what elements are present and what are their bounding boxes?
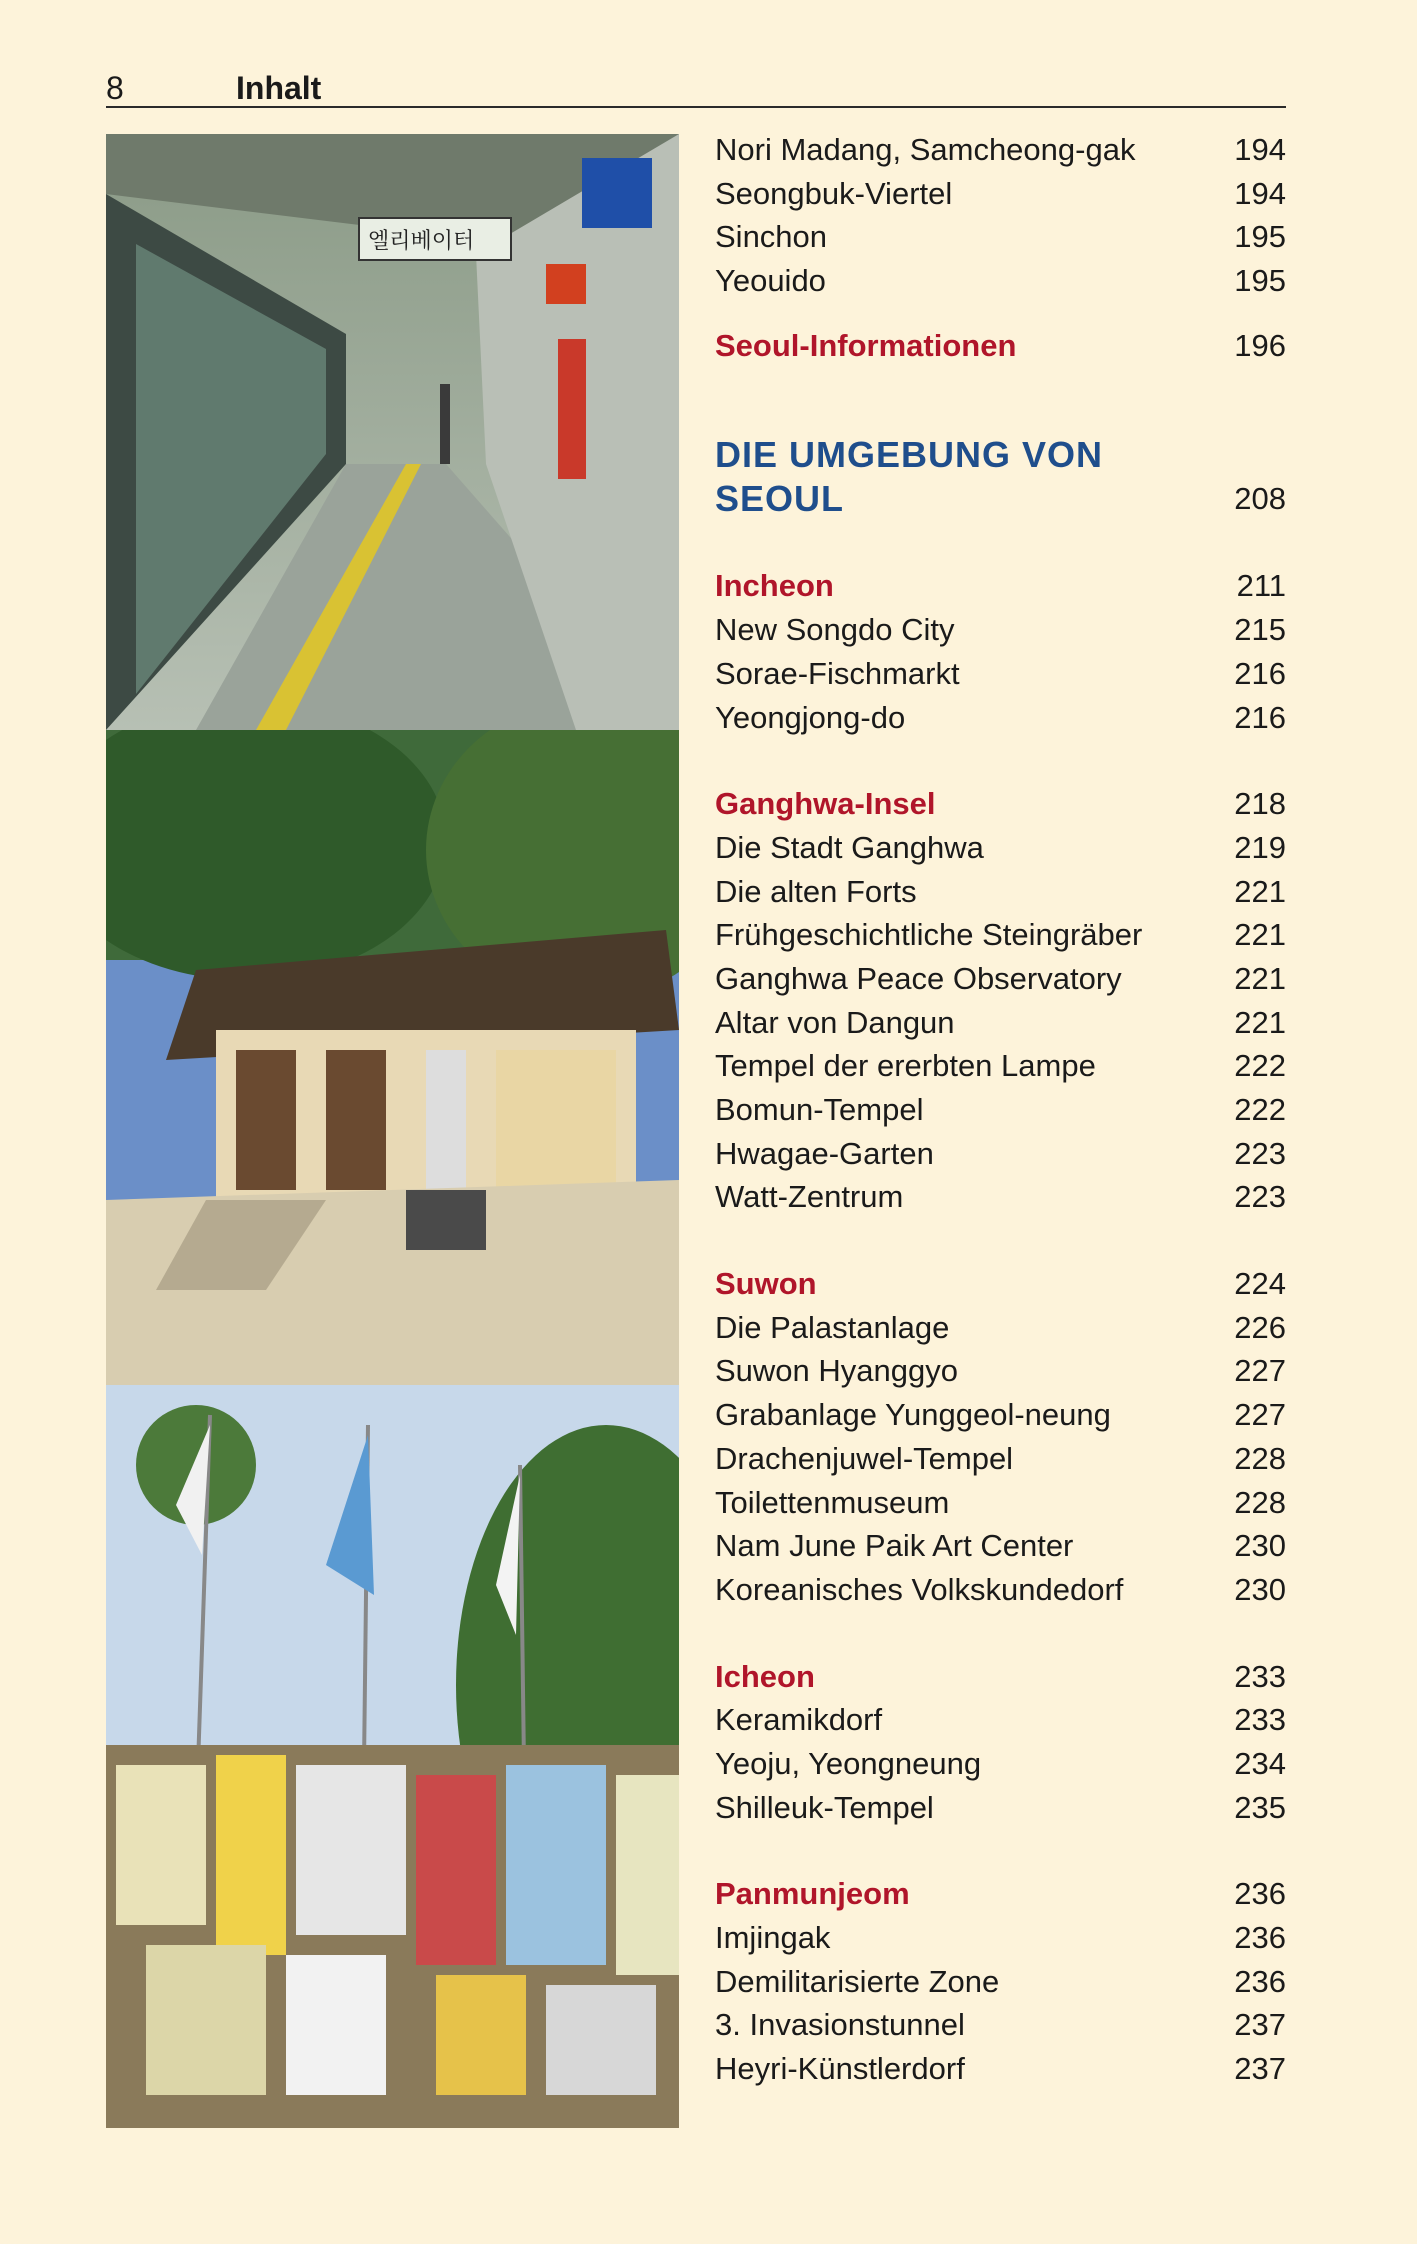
toc-item[interactable] [715,1393,1286,1437]
toc-item[interactable] [715,913,1286,957]
toc-item-page: 215 [1234,612,1286,648]
toc-item-title: Shilleuk-Tempel [715,1789,934,1825]
toc-item-page: 216 [1234,655,1286,691]
toc-item-page: 221 [1234,917,1286,953]
toc-item[interactable] [715,1132,1286,1176]
toc-item[interactable] [715,1742,1286,1786]
toc-item-page: 236 [1234,1920,1286,1955]
toc-chapter-heading[interactable] [715,433,1286,521]
toc-item-page: 236 [1234,1963,1286,1999]
toc-item-page: 228 [1234,1484,1286,1520]
toc-item[interactable] [715,1698,1286,1742]
toc-section-icheon[interactable] [715,1655,1286,1699]
toc-section-page: 233 [1234,1658,1286,1694]
toc-item[interactable] [715,1437,1286,1481]
toc-section-title: Seoul-Informationen [715,327,1017,363]
toc-section-title: Icheon [715,1658,815,1694]
toc-item-page: 222 [1234,1048,1286,1084]
toc-item-title: Ganghwa Peace Observatory [715,960,1122,996]
flags-ribbons-photo [106,1385,679,2128]
toc-item-title: Seongbuk-Viertel [715,175,953,211]
toc-item-title: Die alten Forts [715,873,917,909]
toc-item[interactable] [715,957,1286,1001]
page-number: 8 [106,70,124,106]
toc-item-page: 228 [1234,1440,1286,1476]
toc-item-title: Toilettenmuseum [715,1484,950,1520]
toc-item[interactable] [715,652,1286,696]
toc-section-page: 224 [1234,1266,1286,1302]
toc-item-page: 221 [1234,960,1286,996]
toc-item-page: 195 [1234,263,1286,299]
toc-item-title: Frühgeschichtliche Steingräber [715,917,1143,953]
toc-section-seoul-info[interactable] [715,324,1286,368]
toc-item-title: 3. Invasionstunnel [715,2007,965,2043]
toc-section-title: Panmunjeom [715,1876,910,1912]
toc-item-page: 195 [1234,219,1286,255]
toc-section-page: 211 [1236,568,1286,604]
toc-item-page: 230 [1234,1528,1286,1564]
toc-item[interactable] [715,1916,1286,1960]
chapter-page: 208 [1234,481,1286,517]
toc-item[interactable] [715,172,1286,216]
toc-section-page: 218 [1234,786,1286,822]
toc-item[interactable] [715,696,1286,740]
toc-item[interactable] [715,608,1286,652]
toc-item-title: Bomun-Tempel [715,1092,924,1127]
toc-section-ganghwa[interactable] [715,782,1286,826]
elevator-sign-text: 엘리베이터 [368,229,475,254]
toc-item-page: 219 [1234,829,1286,865]
toc-item-page: 216 [1234,699,1286,735]
toc-item-page: 194 [1234,175,1286,211]
toc-item-page: 221 [1234,1004,1286,1040]
toc-section-incheon[interactable] [715,564,1286,608]
toc-item-title: Suwon Hyanggyo [715,1353,958,1389]
toc-item-title: Altar von Dangun [715,1004,955,1040]
toc-item[interactable] [715,870,1286,914]
toc-section-page: 236 [1234,1876,1286,1912]
toc-item-title: Nam June Paik Art Center [715,1528,1074,1564]
toc-item-title: Imjingak [715,1920,831,1955]
toc-item[interactable] [715,215,1286,259]
toc-item-page: 237 [1234,2051,1286,2087]
toc-item-title: Demilitarisierte Zone [715,1963,1000,1999]
toc-item-title: Die Palastanlage [715,1309,950,1345]
toc-item-page: 223 [1234,1135,1286,1171]
toc-item[interactable] [715,1088,1286,1132]
toc-section-title: Ganghwa-Insel [715,786,936,822]
toc-item[interactable] [715,1568,1286,1612]
toc-item-page: 237 [1234,2007,1286,2043]
toc-item[interactable] [715,1001,1286,1045]
toc-item-title: Koreanisches Volkskundedorf [715,1571,1124,1607]
toc-item-title: Sorae-Fischmarkt [715,655,960,691]
chapter-title-line1: DIE UMGEBUNG VON [715,434,1104,476]
toc-item-page: 226 [1234,1309,1286,1345]
table-of-contents [715,128,1286,2091]
toc-item[interactable] [715,1481,1286,1525]
toc-item-title: Nori Madang, Samcheong-gak [715,132,1136,167]
toc-item-page: 227 [1234,1397,1286,1433]
toc-item-title: Yeoju, Yeongneung [715,1745,982,1781]
toc-item[interactable] [715,2003,1286,2047]
toc-item-page: 221 [1234,873,1286,909]
toc-item-title: Grabanlage Yunggeol-neung [715,1397,1111,1433]
toc-item-page: 230 [1234,1571,1286,1607]
toc-item[interactable] [715,2047,1286,2091]
toc-item-title: Tempel der ererbten Lampe [715,1048,1096,1084]
subway-platform-photo [106,134,679,730]
toc-item-title: Drachenjuwel-Tempel [715,1440,1014,1476]
toc-item-title: Die Stadt Ganghwa [715,829,984,865]
toc-item-title: Sinchon [715,219,828,255]
toc-item-title: Yeouido [715,263,826,299]
toc-item-title: Keramikdorf [715,1702,883,1738]
toc-section-suwon[interactable] [715,1262,1286,1306]
toc-section-title: Suwon [715,1266,817,1302]
toc-section-title: Incheon [715,568,834,604]
toc-item[interactable] [715,1044,1286,1088]
toc-item-page: 235 [1234,1789,1286,1825]
toc-item-title: Yeongjong-do [715,699,906,735]
temple-photo [106,730,679,1385]
toc-item-page: 234 [1234,1745,1286,1781]
toc-item[interactable] [715,1349,1286,1393]
toc-item[interactable] [715,1960,1286,2004]
toc-item[interactable] [715,826,1286,870]
toc-item[interactable] [715,1786,1286,1830]
toc-section-page: 196 [1234,327,1286,363]
toc-item-page: 223 [1234,1179,1286,1215]
toc-item[interactable] [715,128,1286,172]
toc-item[interactable] [715,259,1286,303]
toc-item-title: New Songdo City [715,612,955,648]
toc-item-page: 227 [1234,1353,1286,1389]
header-rule [106,106,1286,108]
toc-item-page: 222 [1234,1092,1286,1127]
chapter-title-line2: SEOUL [715,478,845,520]
toc-item[interactable] [715,1175,1286,1219]
toc-item[interactable] [715,1524,1286,1568]
toc-item-page: 194 [1234,132,1286,167]
toc-item[interactable] [715,1306,1286,1350]
toc-item-page: 233 [1234,1702,1286,1738]
toc-section-panmunjeom[interactable] [715,1872,1286,1916]
page-title: Inhalt [236,70,322,106]
toc-item-title: Heyri-Künstlerdorf [715,2051,965,2087]
toc-item-title: Hwagae-Garten [715,1135,934,1171]
toc-item-title: Watt-Zentrum [715,1179,904,1215]
page-header [106,62,1286,108]
